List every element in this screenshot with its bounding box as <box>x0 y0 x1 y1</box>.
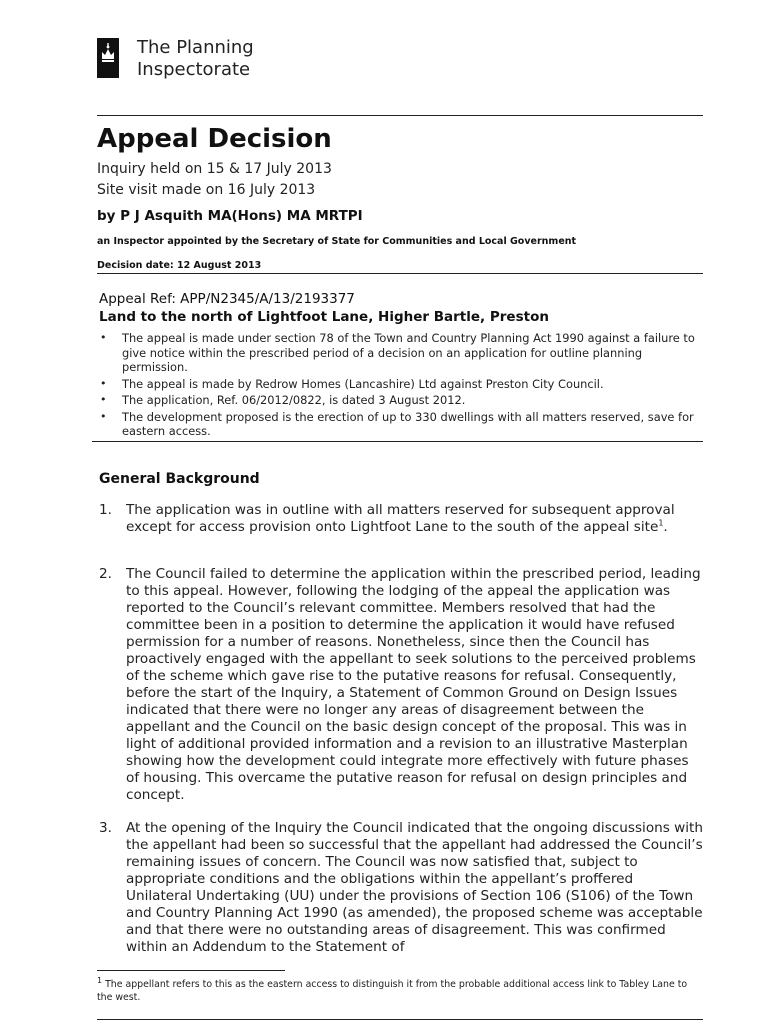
footer-divider <box>97 1019 703 1020</box>
inspector-appointment: an Inspector appointed by the Secretary of State for Communities and Local Government <box>97 236 577 247</box>
bullet-icon: • <box>100 376 107 390</box>
crown-logo-icon <box>97 38 119 78</box>
footnote-text: The appellant refers to this as the eastern access to distinguish it from the probable additional access link to Tabley Lane to the west. <box>97 979 688 1003</box>
paragraph-tail: . <box>663 519 668 535</box>
section-heading: General Background <box>99 471 260 487</box>
site-visit-date: Site visit made on 16 July 2013 <box>97 182 316 198</box>
paragraph-text <box>126 502 703 536</box>
inquiry-dates: Inquiry held on 15 & 17 July 2013 <box>97 161 332 177</box>
paragraph-number: 3. <box>99 820 112 836</box>
page-title: Appeal Decision <box>97 124 332 154</box>
bullet-icon: • <box>100 409 107 423</box>
list-item <box>99 410 699 439</box>
list-item-text: The application, Ref. 06/2012/0822, is dated 3 August 2012. <box>122 393 466 407</box>
decision-date: Decision date: 12 August 2013 <box>97 260 262 271</box>
org-name-line2: Inspectorate <box>137 59 251 80</box>
paragraph-number: 2. <box>99 566 112 582</box>
list-item <box>99 331 699 375</box>
list-item-text: The development proposed is the erection of up to 330 dwellings with all matters reserved, save for eastern access. <box>122 409 694 438</box>
org-name-line1: The Planning <box>137 37 254 58</box>
paragraph <box>99 820 703 956</box>
paragraph-text: The Council failed to determine the application within the prescribed period, leading to this appeal. However, following the lodging of the appeal the application was reported to the Council’s relevant committee. Members resolved that had the committee been in a position to determine the application it would have refused permission for a number of reasons. Nonetheless, since then the Council has proactively engaged with the appellant to seek solutions to the perceived problems of the scheme which gave rise to the putative reasons for refusal. Consequently, before the start of the Inquiry, a Statement of Common Ground on Design Issues indicated that there were no longer any areas of disagreement between the appellant and the Council on the basic design concept of the proposal. This was in light of additional provided information and a revision to an illustrative Masterplan showing how the development could integrate more effectively with future phases of housing. This overcame the putative reason for refusal on design principles and concept. <box>126 566 701 803</box>
paragraph-number: 1. <box>99 502 112 518</box>
inspector-name: by P J Asquith MA(Hons) MA MRTPI <box>97 208 363 224</box>
footnote-divider <box>97 970 285 971</box>
paragraph <box>99 502 703 536</box>
paragraph <box>99 566 703 804</box>
list-item <box>99 377 699 392</box>
list-item <box>99 393 699 408</box>
paragraph-body: The application was in outline with all matters reserved for subsequent approval except for access provision onto Lightfoot Lane to the south of the appeal site <box>126 502 675 535</box>
bullet-icon: • <box>100 393 107 406</box>
list-item-text: The appeal is made by Redrow Homes (Lancashire) Ltd against Preston City Council. <box>122 376 604 391</box>
divider <box>97 273 703 274</box>
divider <box>92 441 703 442</box>
bullet-icon: • <box>100 331 107 344</box>
paragraph-text: At the opening of the Inquiry the Council indicated that the ongoing discussions with the appellant had been so successful that the appellant had addressed the Council’s remaining issues of concern. The Council was now satisfied that, subject to appropriate conditions and the obligations within the appellant’s proffered Unilateral Undertaking (UU) under the provisions of Section 106 (S106) of the Town and Country Planning Act 1990 (as amended), the proposed scheme was acceptable and that there were no outstanding areas of disagreement. This was confirmed within an Addendum to the Statement of <box>126 820 703 955</box>
list-item-text: The appeal is made under section 78 of the Town and Country Planning Act 1990 against a failure to give notice within the prescribed period of a decision on an application for outline planning permission. <box>122 331 695 374</box>
footnote <box>97 975 703 1004</box>
divider <box>97 115 703 116</box>
footnote-mark: 1 <box>97 975 103 985</box>
appeal-ref: Appeal Ref: APP/N2345/A/13/2193377 <box>99 291 355 307</box>
logo-est-text: EST 1909 <box>97 73 119 78</box>
appeal-location: Land to the north of Lightfoot Lane, Higher Bartle, Preston <box>99 309 549 325</box>
appeal-summary-list <box>99 331 699 441</box>
footnote-ref[interactable]: 1 <box>658 518 664 528</box>
